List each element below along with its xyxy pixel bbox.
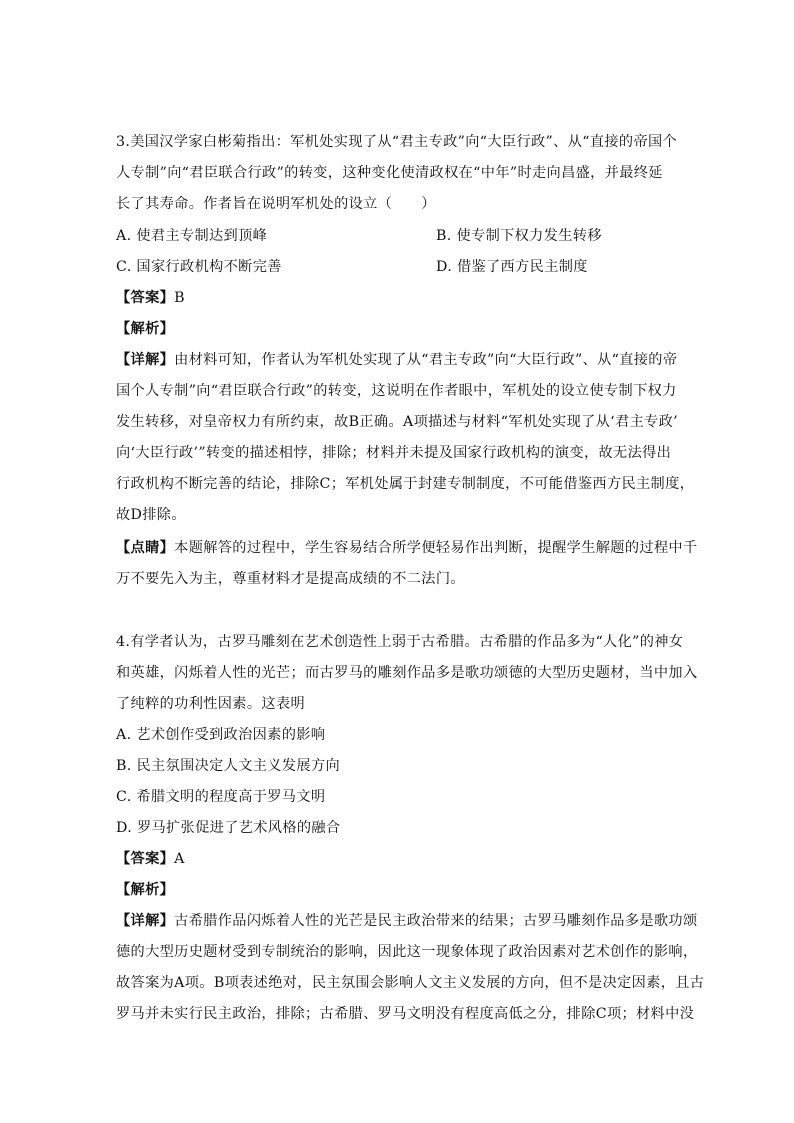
q3-comment-line-2: 万不要先入为主，尊重材料才是提高成绩的不二法门。 — [116, 571, 465, 587]
q3-detail-line-6: 故D排除。 — [116, 507, 186, 523]
q3-answer-value: B — [174, 290, 185, 306]
q4-stem-line-1: 4.有学者认为，古罗马雕刻在艺术创造性上弱于古希腊。古希腊的作品多为“人化”的神女 — [116, 634, 684, 650]
q3-detail-line-3: 发生转移，对皇帝权力有所约束，故B正确。A项描述与材料“军机处实现了从‘君主专政’ — [116, 414, 679, 430]
q3-detail-label: 【详解】 — [116, 352, 175, 368]
q4-detail-text-1: 古希腊作品闪烁着人性的光芒是民主政治带来的结果；古罗马雕刻作品多是歌功颂 — [174, 913, 698, 929]
q3-comment-label: 【点睛】 — [116, 540, 175, 556]
q4-answer-label: 【答案】 — [116, 851, 175, 867]
q4-analysis-label: 【解析】 — [116, 882, 175, 898]
q4-option-b: B. 民主氛围决定人文主义发展方向 — [116, 758, 341, 774]
q3-comment-text-1: 本题解答的过程中，学生容易结合所学便轻易作出判断，提醒学生解题的过程中千 — [174, 540, 698, 556]
q3-detail-line-4: 向‘大臣行政’”转变的描述相悖，排除；材料并未提及国家行政机构的演变，故无法得出 — [116, 445, 672, 461]
q3-stem-line-1: 3.美国汉学家白彬菊指出：军机处实现了从“君主专政”向“大臣行政”、从“直接的帝国个 — [116, 134, 678, 150]
q3-stem-line-3: 长了其寿命。作者旨在说明军机处的设立（ ） — [116, 196, 436, 212]
q4-detail-line-2: 德的大型历史题材受到专制统治的影响，因此这一现象体现了政治因素对艺术创作的影响， — [116, 944, 698, 960]
q3-comment-line-1 — [116, 533, 698, 564]
q3-detail-text-1: 由材料可知，作者认为军机处实现了从“君主专政”向“大臣行政”、从“直接的帝 — [174, 352, 678, 368]
q4-detail-line-3: 故答案为A项。B项表述绝对，民主氛围会影响人文主义发展的方向，但不是决定因素，且古 — [116, 975, 705, 991]
q4-answer-value: A — [174, 851, 185, 867]
q3-detail-line-2: 国个人专制”向“君臣联合行政”的转变，这说明在作者眼中，军机处的设立使专制下权力 — [116, 383, 677, 399]
q4-stem-line-3: 了纯粹的功利性因素。这表明 — [116, 696, 305, 712]
q3-option-d: D. 借鉴了西方民主制度 — [436, 259, 588, 275]
q4-detail-line-1 — [116, 906, 698, 937]
q4-answer-line — [116, 844, 686, 875]
q3-stem-line-2: 人专制”向“君臣联合行政”的转变，这种变化使清政权在“中年”时走向昌盛，并最终延 — [116, 165, 663, 181]
q3-answer-line — [116, 283, 686, 314]
q4-stem-line-2: 和英雄，闪烁着人性的光芒；而古罗马的雕刻作品多是歌功颂德的大型历史题材，当中加入 — [116, 665, 698, 681]
q3-option-c: C. 国家行政机构不断完善 — [116, 259, 282, 275]
q4-detail-line-4: 罗马并未实行民主政治，排除；古希腊、罗马文明没有程度高低之分，排除C项；材料中没 — [116, 1006, 695, 1022]
q3-analysis-label: 【解析】 — [116, 321, 175, 337]
q4-option-c: C. 希腊文明的程度高于罗马文明 — [116, 789, 326, 805]
q3-detail-line-5: 行政机构不断完善的结论，排除C；军机处属于封建专制制度，不可能借鉴西方民主制度， — [116, 476, 695, 492]
q3-detail-line-1 — [116, 345, 686, 376]
q3-answer-label: 【答案】 — [116, 290, 175, 306]
q4-detail-label: 【详解】 — [116, 913, 175, 929]
q3-option-a: A. 使君主专制达到顶峰 — [116, 228, 268, 244]
q3-option-b: B. 使专制下权力发生转移 — [436, 228, 602, 244]
q4-option-a: A. 艺术创作受到政治因素的影响 — [116, 727, 326, 743]
q4-option-d: D. 罗马扩张促进了艺术风格的融合 — [116, 820, 341, 836]
